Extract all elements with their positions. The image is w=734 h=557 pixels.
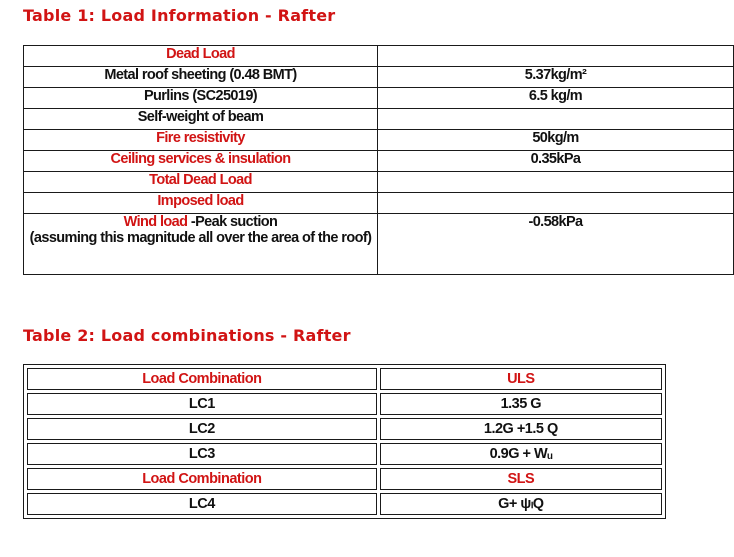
table-row [24, 193, 734, 214]
row-value-wind-load: -0.58kPa [378, 214, 734, 275]
row-value-imposed-load [378, 193, 734, 214]
combination-lc4: LC4 [27, 493, 377, 515]
row-label-ceiling-services: Ceiling services & insulation [24, 151, 378, 172]
table-row [27, 443, 662, 465]
combination-lc1: LC1 [27, 393, 377, 415]
row-value-total-dead-load [378, 172, 734, 193]
table-row [24, 109, 734, 130]
table-row [24, 172, 734, 193]
header-sls: SLS [380, 468, 662, 490]
wind-load-qualifier: -Peak suction [187, 214, 278, 230]
row-label-metal-roof-sheeting: Metal roof sheeting (0.48 BMT) [24, 67, 378, 88]
table-row [27, 393, 662, 415]
header-uls: ULS [380, 368, 662, 390]
row-value-fire-resistivity: 50kg/m [378, 130, 734, 151]
header-load-combination: Load Combination [27, 368, 377, 390]
row-label-self-weight: Self-weight of beam [24, 109, 378, 130]
combination-lc3-formula: 0.9G + Wᵤ [380, 443, 662, 465]
table-row [24, 214, 734, 275]
combination-lc3: LC3 [27, 443, 377, 465]
table1-title: Table 1: Load Information - Rafter [23, 6, 336, 25]
row-label-purlins: Purlins (SC25019) [24, 88, 378, 109]
table-row [24, 67, 734, 88]
row-label-imposed-load: Imposed load [24, 193, 378, 214]
table-header-row [27, 368, 662, 390]
wind-load-note: (assuming this magnitude all over the area of the roof) [29, 230, 372, 246]
table-header-row [27, 468, 662, 490]
row-value-dead-load [378, 46, 734, 67]
table-row [24, 130, 734, 151]
combination-lc1-formula: 1.35 G [380, 393, 662, 415]
table-row [24, 46, 734, 67]
table-row [27, 418, 662, 440]
header-load-combination-sls: Load Combination [27, 468, 377, 490]
combination-lc2-formula: 1.2G +1.5 Q [380, 418, 662, 440]
row-label-dead-load: Dead Load [24, 46, 378, 67]
row-label-wind-load [24, 214, 378, 275]
row-label-total-dead-load: Total Dead Load [24, 172, 378, 193]
table2-title: Table 2: Load combinations - Rafter [23, 326, 351, 345]
row-value-ceiling-services: 0.35kPa [378, 151, 734, 172]
table-row [24, 88, 734, 109]
row-label-fire-resistivity: Fire resistivity [24, 130, 378, 151]
combination-lc4-formula: G+ ψₗQ [380, 493, 662, 515]
load-information-table [23, 45, 734, 275]
row-value-metal-roof-sheeting: 5.37kg/m² [378, 67, 734, 88]
table-row [27, 493, 662, 515]
row-value-self-weight [378, 109, 734, 130]
table-row [24, 151, 734, 172]
wind-load-label: Wind load [123, 214, 188, 230]
combination-lc2: LC2 [27, 418, 377, 440]
row-value-purlins: 6.5 kg/m [378, 88, 734, 109]
load-combinations-table [23, 364, 666, 519]
